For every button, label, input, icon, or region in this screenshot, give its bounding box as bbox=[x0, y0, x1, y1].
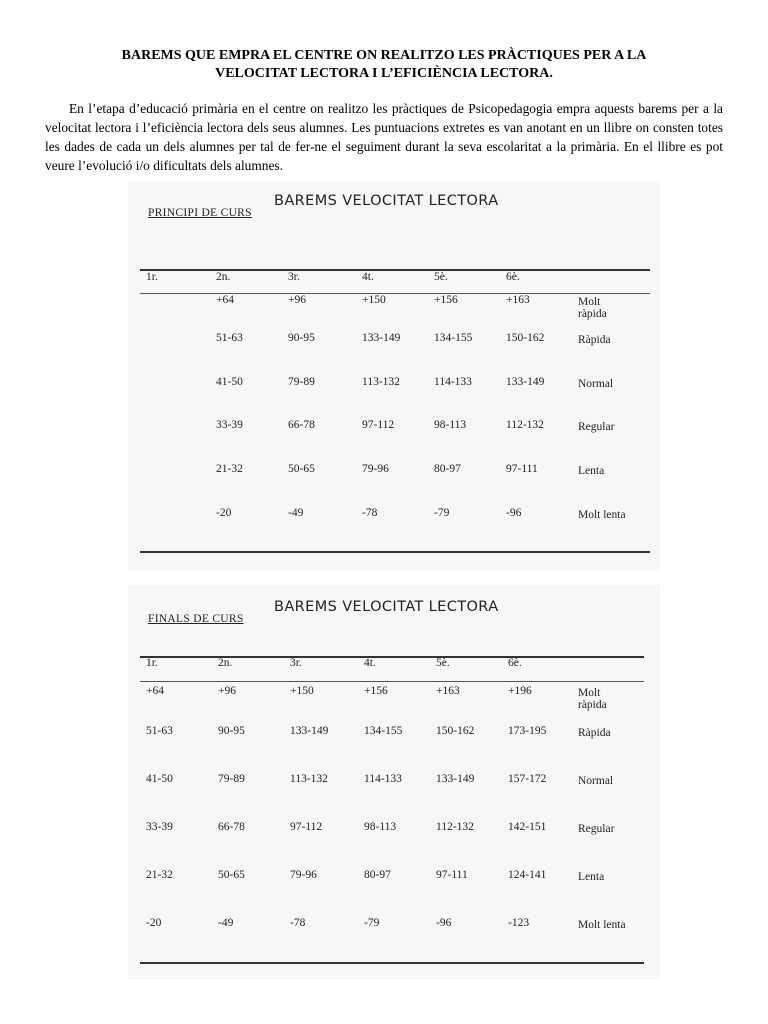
table-cell: 134-155 bbox=[434, 332, 473, 344]
category-label: Regular bbox=[578, 421, 615, 433]
table-cell: -20 bbox=[146, 917, 162, 929]
table-cell: 80-97 bbox=[364, 869, 391, 881]
table-principi-de-curs bbox=[128, 181, 660, 571]
column-header: 2n. bbox=[218, 657, 233, 669]
intro-paragraph: En l’etapa d’educació primària en el centre on realitzo les pràctiques de Psicopedagogia empra aquests barems per a la velocitat lectora i l’eficiència lectora dels seus alumnes. Les puntuacions extretes es van anotant en un llibre on consten totes les dades de cada un dels alumnes per tal de fer-ne el seguiment durant la seva escolaritat a la primària. En el llibre es pot veure l’evolució i/o dificultats dels alumnes. bbox=[45, 101, 723, 173]
category-label: Normal bbox=[578, 775, 614, 787]
table-cell: -49 bbox=[288, 507, 304, 519]
table-cell: 33-39 bbox=[216, 419, 243, 431]
table-cell: 33-39 bbox=[146, 821, 173, 833]
row-category bbox=[578, 823, 614, 835]
table-cell: 51-63 bbox=[146, 725, 173, 737]
table-cell: 114-133 bbox=[364, 773, 402, 785]
table-cell: +96 bbox=[218, 685, 236, 697]
category-label: Regular bbox=[578, 823, 615, 835]
column-header: 4t. bbox=[364, 657, 376, 669]
table-cell: +64 bbox=[146, 685, 164, 697]
table-cell: -20 bbox=[216, 507, 232, 519]
table-cell: 113-132 bbox=[290, 773, 328, 785]
column-header: 4t. bbox=[362, 271, 374, 283]
title-line-2: VELOCITAT LECTORA I L’EFICIÈNCIA LECTORA. bbox=[215, 66, 553, 81]
column-header: 6è. bbox=[508, 657, 522, 669]
column-header: 5è. bbox=[434, 271, 448, 283]
table-cell: 114-133 bbox=[434, 376, 472, 388]
category-label: Lenta bbox=[578, 871, 605, 883]
column-header: 3r. bbox=[290, 657, 302, 669]
table-header-rule bbox=[140, 681, 644, 682]
table-cell: 150-162 bbox=[436, 725, 475, 737]
table-cell: -79 bbox=[434, 507, 450, 519]
row-category bbox=[578, 378, 613, 390]
table-cell: -49 bbox=[218, 917, 234, 929]
table-cell: 150-162 bbox=[506, 332, 545, 344]
category-label: Lenta bbox=[578, 465, 605, 477]
category-label: ràpida bbox=[578, 699, 607, 711]
table-cell: 21-32 bbox=[146, 869, 173, 881]
table-cell: 90-95 bbox=[288, 332, 315, 344]
table-cell: 66-78 bbox=[218, 821, 245, 833]
table-cell: -78 bbox=[362, 507, 378, 519]
table-cell: 97-112 bbox=[362, 419, 395, 431]
table-cell: 112-132 bbox=[436, 821, 474, 833]
table-cell: 157-172 bbox=[508, 773, 547, 785]
table-cell: +150 bbox=[290, 685, 314, 697]
table-finals-de-curs bbox=[128, 585, 660, 980]
row-category bbox=[578, 296, 607, 320]
table-cell: +156 bbox=[364, 685, 388, 697]
table-bottom-rule bbox=[140, 962, 644, 964]
table-cell: 97-112 bbox=[290, 821, 323, 833]
table-cell: 41-50 bbox=[146, 773, 173, 785]
table-cell: +163 bbox=[436, 685, 460, 697]
table-cell: 98-113 bbox=[364, 821, 397, 833]
table-cell: -96 bbox=[506, 507, 522, 519]
row-category bbox=[578, 919, 626, 931]
table-cell: 80-97 bbox=[434, 463, 461, 475]
table-cell: 98-113 bbox=[434, 419, 467, 431]
column-header: 5è. bbox=[436, 657, 450, 669]
table-cell: 21-32 bbox=[216, 463, 243, 475]
row-category bbox=[578, 465, 604, 477]
column-header: 1r. bbox=[146, 271, 158, 283]
title-line-1: BAREMS QUE EMPRA EL CENTRE ON REALITZO LES PRÀCTIQUES PER A LA bbox=[121, 48, 647, 63]
table-cell: 50-65 bbox=[218, 869, 245, 881]
table-cell: +156 bbox=[434, 294, 458, 306]
table-title: BAREMS VELOCITAT LECTORA bbox=[274, 599, 499, 615]
table-cell: -78 bbox=[290, 917, 306, 929]
table-cell: -79 bbox=[364, 917, 380, 929]
row-category bbox=[578, 421, 614, 433]
table-cell: 79-96 bbox=[290, 869, 317, 881]
category-label: Molt lenta bbox=[578, 509, 626, 521]
category-label: Ràpida bbox=[578, 334, 611, 346]
table-cell: +96 bbox=[288, 294, 306, 306]
table-cell: 66-78 bbox=[288, 419, 315, 431]
document-title bbox=[60, 47, 708, 83]
table-cell: +150 bbox=[362, 294, 386, 306]
table-cell: 133-149 bbox=[362, 332, 401, 344]
table-cell: 124-141 bbox=[508, 869, 547, 881]
table-cell: 90-95 bbox=[218, 725, 245, 737]
category-label: ràpida bbox=[578, 308, 607, 320]
category-label: Molt bbox=[578, 687, 601, 699]
table-cell: +163 bbox=[506, 294, 530, 306]
category-label: Molt lenta bbox=[578, 919, 626, 931]
column-header: 2n. bbox=[216, 271, 231, 283]
table-cell: -96 bbox=[436, 917, 452, 929]
category-label: Molt bbox=[578, 296, 601, 308]
table-subtitle: FINALS DE CURS bbox=[148, 613, 244, 625]
table-cell: 97-111 bbox=[506, 463, 538, 475]
table-cell: 79-96 bbox=[362, 463, 389, 475]
table-top-rule bbox=[140, 656, 644, 658]
row-category bbox=[578, 509, 626, 521]
column-header: 3r. bbox=[288, 271, 300, 283]
table-title: BAREMS VELOCITAT LECTORA bbox=[274, 193, 499, 209]
table-bottom-rule bbox=[140, 551, 650, 553]
table-cell: 173-195 bbox=[508, 725, 547, 737]
table-cell: 79-89 bbox=[288, 376, 315, 388]
column-header: 1r. bbox=[146, 657, 158, 669]
table-cell: 134-155 bbox=[364, 725, 403, 737]
table-cell: 133-149 bbox=[506, 376, 545, 388]
table-cell: +64 bbox=[216, 294, 234, 306]
row-category bbox=[578, 775, 613, 787]
table-cell: +196 bbox=[508, 685, 532, 697]
column-header: 6è. bbox=[506, 271, 520, 283]
table-subtitle: PRINCIPI DE CURS bbox=[148, 207, 252, 219]
table-cell: 133-149 bbox=[290, 725, 329, 737]
table-cell: 133-149 bbox=[436, 773, 475, 785]
row-category bbox=[578, 334, 611, 346]
table-cell: 41-50 bbox=[216, 376, 243, 388]
table-cell: 50-65 bbox=[288, 463, 315, 475]
category-label: Ràpida bbox=[578, 727, 611, 739]
table-cell: 51-63 bbox=[216, 332, 243, 344]
row-category bbox=[578, 871, 604, 883]
table-cell: 97-111 bbox=[436, 869, 468, 881]
category-label: Normal bbox=[578, 378, 614, 390]
row-category bbox=[578, 727, 611, 739]
table-cell: 142-151 bbox=[508, 821, 547, 833]
table-cell: -123 bbox=[508, 917, 530, 929]
table-cell: 112-132 bbox=[506, 419, 544, 431]
table-cell: 79-89 bbox=[218, 773, 245, 785]
row-category bbox=[578, 687, 607, 711]
table-cell: 113-132 bbox=[362, 376, 400, 388]
